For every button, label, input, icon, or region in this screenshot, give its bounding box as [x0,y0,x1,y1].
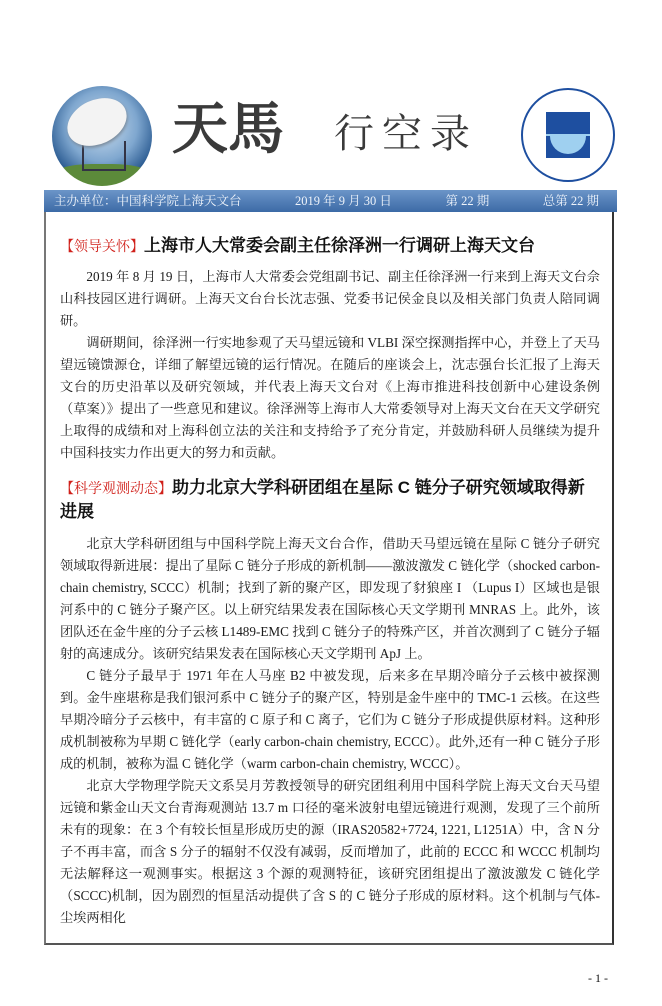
article-1-tag: 【领导关怀】 [60,238,144,254]
article-2-heading [60,476,600,523]
article-2-title: 助力北京大学科研团组在星际 C 链分子研究领域取得新进展 [60,478,585,521]
issue-number: 第 22 期 [445,194,490,208]
page-number: - 1 - [588,971,608,985]
sponsor: 主办单位：中国科学院上海天文台 [54,194,242,208]
article-1-paragraph: 调研期间，徐泽洲一行实地参观了天马望远镜和 VLBI 深空探测指挥中心，并登上了天马望远镜馈源仓，详细了解望远镜的运行情况。在随后的座谈会上，沈志强台长汇报了上海天文台的历史沿革以及研究领域，并代表上海天文台对《上海市推进科技创新中心建设条例（草案）》提出了一些意见和建议。徐泽洲等上海市人大常委领导对上海天文台在天文学研究上取得的成绩和对上海科创立法的关注和支持给予了充分肯定，并鼓励科研人员继续为提升中国科技实力作出更大的努力和贡献。 [60,335,600,460]
article-2-tag: 【科学观测动态】 [60,480,172,496]
article-1-heading [60,212,600,258]
issue-info-band [44,190,617,212]
observatory-seal-logo [521,88,615,182]
issue-date: 2019 年 9 月 30 日 [295,194,392,208]
content-box [44,212,614,945]
masthead [44,0,619,186]
article-2-paragraph: 北京大学物理学院天文系吴月芳教授领导的研究团组利用中国科学院上海天文台天马望远镜和紫金山天文台青海观测站 13.7 m 口径的毫米波射电望远镜进行观测，发现了三个前所未有的现象：在 3 个有较长恒星形成历史的源（IRAS20582+7724, 1221, L1251A）中，含 N 分子不再丰富，而含 S 分子的辐射不仅没有减弱，反而增加了，此前的 ECCC 和 WCCC 机制均无法解释这一观测事实。根据这 3 个源的观测特征，该研究团组提出了激波激发 C 链化学（SCCC)机制，因为剧烈的恒星活动提供了含 S 的 C 链分子形成的原材料。这个机制与气体-尘埃两相化 [60,778,600,925]
article-1-title: 上海市人大常委会副主任徐泽洲一行调研上海天文台 [144,236,535,255]
article-2-paragraph: C 链分子最早于 1971 年在人马座 B2 中被发现，后来多在早期冷暗分子云核中被探测到。金牛座堪称是我们银河系中 C 链分子的聚产区，特别是金牛座中的 TMC-1 云核。在这些早期冷暗分子云核中，有丰富的 C 原子和 C 离子，它们为 C 链分子形成提供原材料。这种形成机制被称为早期 C 链化学（early carbon-chain chemistry, ECCC）。此外,还有一种 C 链分子形成的机制，被称为温 C 链化学（warm carbon-chain chemistry, WCCC）。 [60,668,600,771]
article-2-paragraph: 北京大学科研团组与中国科学院上海天文台合作，借助天马望远镜在星际 C 链分子研究领域取得新进展：提出了星际 C 链分子形成的新机制——激波激发 C 链化学（shocked carbon-chain chemistry, SCCC）机制；找到了新的聚产区，即发现了豺狼座 I （Lupus I）区域也是银河系中的 C 链分子聚产区。以上研究结果发表在国际核心天文学期刊 MNRAS 上。此外，该团队还在金牛座的分子云核 L1489-EMC 找到 C 链分子的特殊产区，并首次测到了 C 链分子辐射的高速成分。该研究结果发表在国际核心天文学期刊 ApJ 上。 [60,536,600,661]
article-1-paragraph: 2019 年 8 月 19 日，上海市人大常委会党组副书记、副主任徐泽洲一行来到上海天文台佘山科技园区进行调研。上海天文台台长沈志强、党委书记侯金良以及相关部门负责人陪同调研。 [60,269,600,328]
total-issue-number: 总第 22 期 [542,194,599,208]
masthead-title-calligraphy: 天馬 [172,96,284,162]
masthead-subtitle: 行空录 [334,111,478,156]
radio-telescope-photo [52,86,152,186]
